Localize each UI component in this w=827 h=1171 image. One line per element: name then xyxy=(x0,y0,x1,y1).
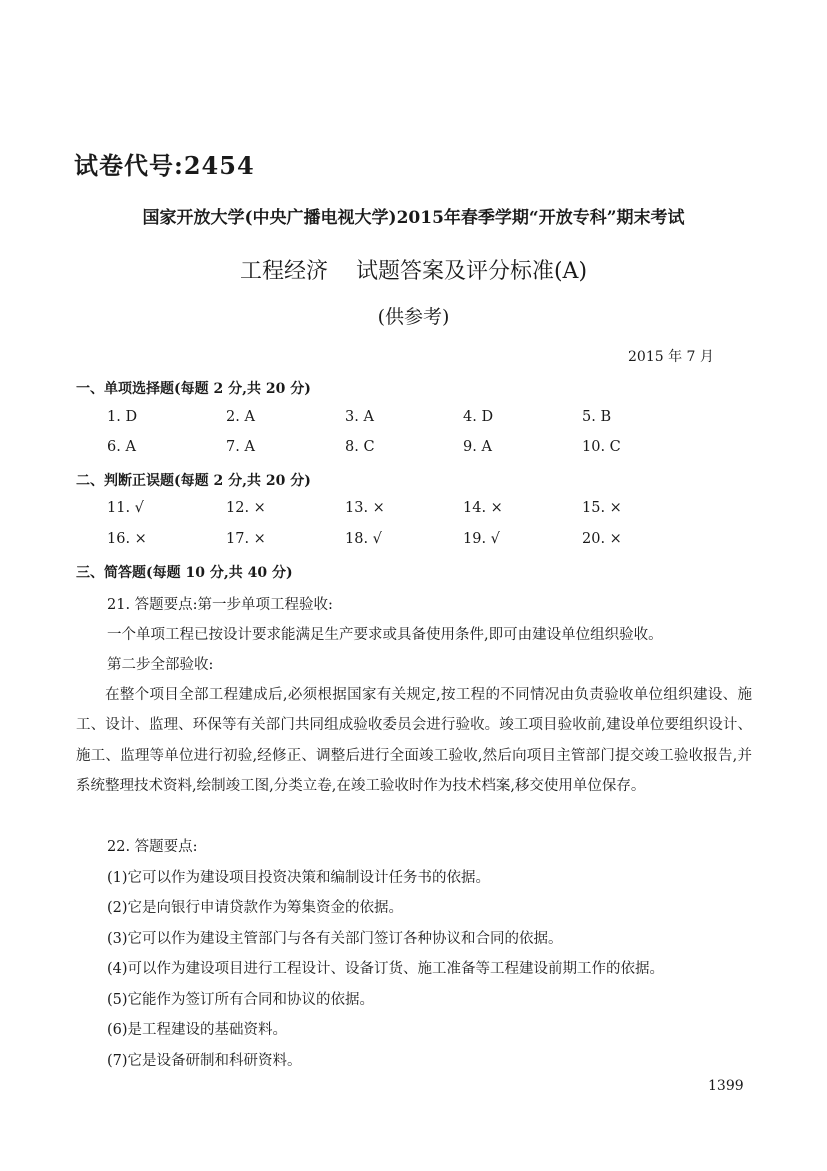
reference-note: (供参考) xyxy=(377,306,450,328)
answer-15: 15. × xyxy=(582,500,622,516)
answer-13: 13. × xyxy=(345,500,385,516)
answer-16: 16. × xyxy=(107,531,147,547)
q21-heading: 21. 答题要点:第一步单项工程验收: xyxy=(107,597,333,613)
section-1-title: 一、单项选择题(每题 2 分,共 20 分) xyxy=(76,381,311,397)
subject-title xyxy=(0,254,827,285)
answer-8: 8. C xyxy=(345,439,375,455)
subject-name: 工程经济 xyxy=(239,259,328,284)
answer-17: 17. × xyxy=(226,531,266,547)
q22-item-3: (3)它可以作为建设主管部门与各有关部门签订各种协议和合同的依据。 xyxy=(107,931,563,947)
answer-10: 10. C xyxy=(582,439,621,455)
q22-item-7: (7)它是设备研制和科研资料。 xyxy=(107,1053,302,1069)
answer-6: 6. A xyxy=(107,439,136,455)
section-2-title: 二、判断正误题(每题 2 分,共 20 分) xyxy=(76,473,311,489)
q22-item-1: (1)它可以作为建设项目投资决策和编制设计任务书的依据。 xyxy=(107,870,491,886)
q22-item-6: (6)是工程建设的基础资料。 xyxy=(107,1022,288,1038)
answer-5: 5. B xyxy=(582,409,612,425)
answer-18: 18. √ xyxy=(345,531,382,547)
q22-item-2: (2)它是向银行申请贷款作为筹集资金的依据。 xyxy=(107,900,404,916)
exam-title: 国家开放大学(中央广播电视大学)2015年春季学期“开放专科”期末考试 xyxy=(142,208,685,228)
answer-7: 7. A xyxy=(226,439,255,455)
answer-11: 11. √ xyxy=(107,500,144,516)
q22-item-5: (5)它能作为签订所有合同和协议的依据。 xyxy=(107,992,375,1008)
answer-2: 2. A xyxy=(226,409,255,425)
answer-12: 12. × xyxy=(226,500,266,516)
answer-1: 1. D xyxy=(107,409,138,425)
answer-4: 4. D xyxy=(463,409,494,425)
q21-step2-heading: 第二步全部验收: xyxy=(107,657,214,673)
q21-step2-text: 在整个项目全部工程建成后,必须根据国家有关规定,按工程的不同情况由负责验收单位组织建设、施工、设计、监理、环保等有关部门共同组成验收委员会进行验收。竣工项目验收前,建设单位要组织设计、施工、监理等单位进行初验,经修正、调整后进行全面竣工验收,然后向项目主管部门提交竣工验收报告,并系统整理技术资料,绘制竣工图,分类立卷,在竣工验收时作为技术档案,移交使用单位保存。 xyxy=(76,687,752,794)
answer-9: 9. A xyxy=(463,439,492,455)
q22-heading: 22. 答题要点: xyxy=(107,839,198,855)
exam-code: 试卷代号:2454 xyxy=(74,151,255,180)
q21-step1-text: 一个单项工程已按设计要求能满足生产要求或具备使用条件,即可由建设单位组织验收。 xyxy=(107,627,663,643)
section-3-title: 三、简答题(每题 10 分,共 40 分) xyxy=(76,565,293,581)
q22-item-4: (4)可以作为建设项目进行工程设计、设备订货、施工准备等工程建设前期工作的依据。 xyxy=(107,961,665,977)
answer-20: 20. × xyxy=(582,531,622,547)
exam-date: 2015 年 7 月 xyxy=(628,349,714,365)
answer-19: 19. √ xyxy=(463,531,500,547)
answer-3: 3. A xyxy=(345,409,374,425)
answer-14: 14. × xyxy=(463,500,503,516)
answer-subtitle: 试题答案及评分标准(A) xyxy=(355,259,588,284)
page-number: 1399 xyxy=(708,1078,744,1094)
